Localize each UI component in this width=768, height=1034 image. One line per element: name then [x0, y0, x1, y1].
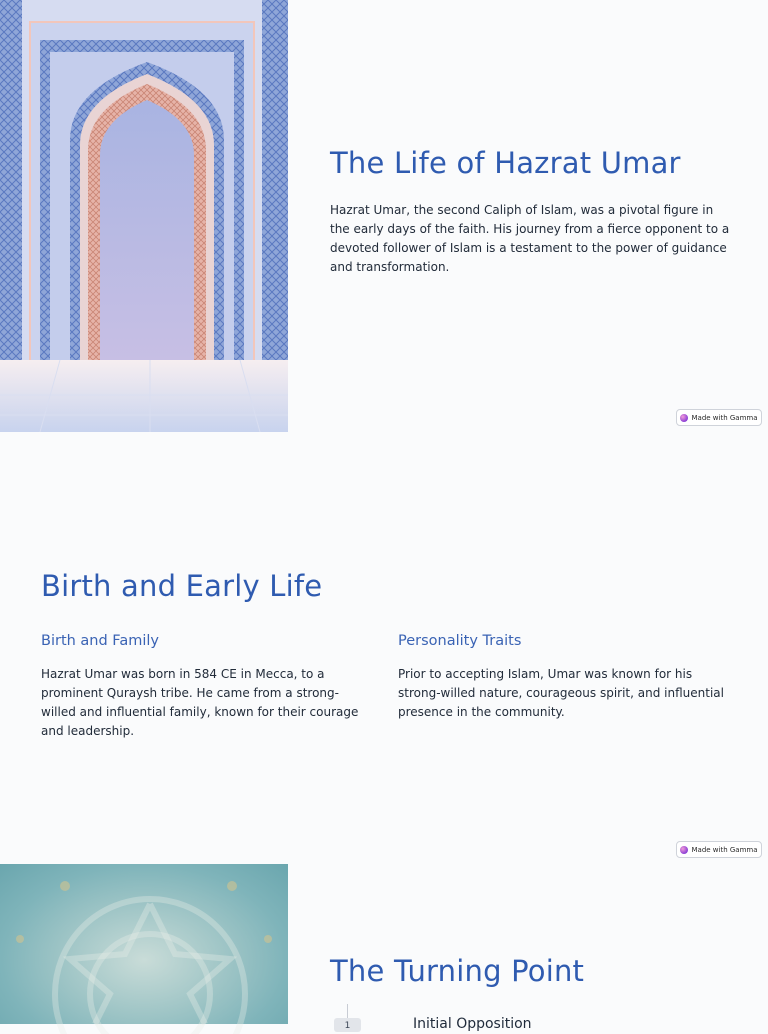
- slide-turning-point: [0, 864, 768, 1032]
- birth-family-text: Hazrat Umar was born in 584 CE in Mecca, to a prominent Quraysh tribe. He came from a strong-willed and influential family, known for their courage and leadership.: [41, 667, 359, 738]
- intro-paragraph: Hazrat Umar, the second Caliph of Islam, was a pivotal figure in the early days of the faith. His journey from a fierce opponent to a devoted follower of Islam is a testament to the power of guidance and transformation.: [330, 203, 730, 274]
- geometric-pattern-image: [0, 864, 288, 1024]
- slide-intro: [0, 0, 768, 432]
- made-with-gamma-badge[interactable]: [676, 841, 762, 858]
- gamma-logo-icon: [680, 846, 688, 854]
- slide-birth-early-life: [0, 432, 768, 864]
- timeline-step-title: Initial Opposition: [413, 1016, 532, 1032]
- personality-traits-heading: Personality Traits: [398, 633, 522, 649]
- section-title: The Turning Point: [330, 954, 585, 988]
- section-title: Birth and Early Life: [41, 569, 323, 603]
- made-with-gamma-badge[interactable]: [676, 409, 762, 426]
- badge-label: Made with Gamma: [691, 413, 758, 422]
- gamma-logo-icon: [680, 414, 688, 422]
- personality-traits-text: Prior to accepting Islam, Umar was known for his strong-willed nature, courageous spirit, and influential presence in the community.: [398, 667, 724, 719]
- ornate-arch-image: [0, 0, 288, 432]
- badge-label: Made with Gamma: [691, 845, 758, 854]
- page-title: The Life of Hazrat Umar: [330, 146, 681, 180]
- birth-family-heading: Birth and Family: [41, 633, 159, 649]
- timeline-step-number: 1: [334, 1018, 361, 1032]
